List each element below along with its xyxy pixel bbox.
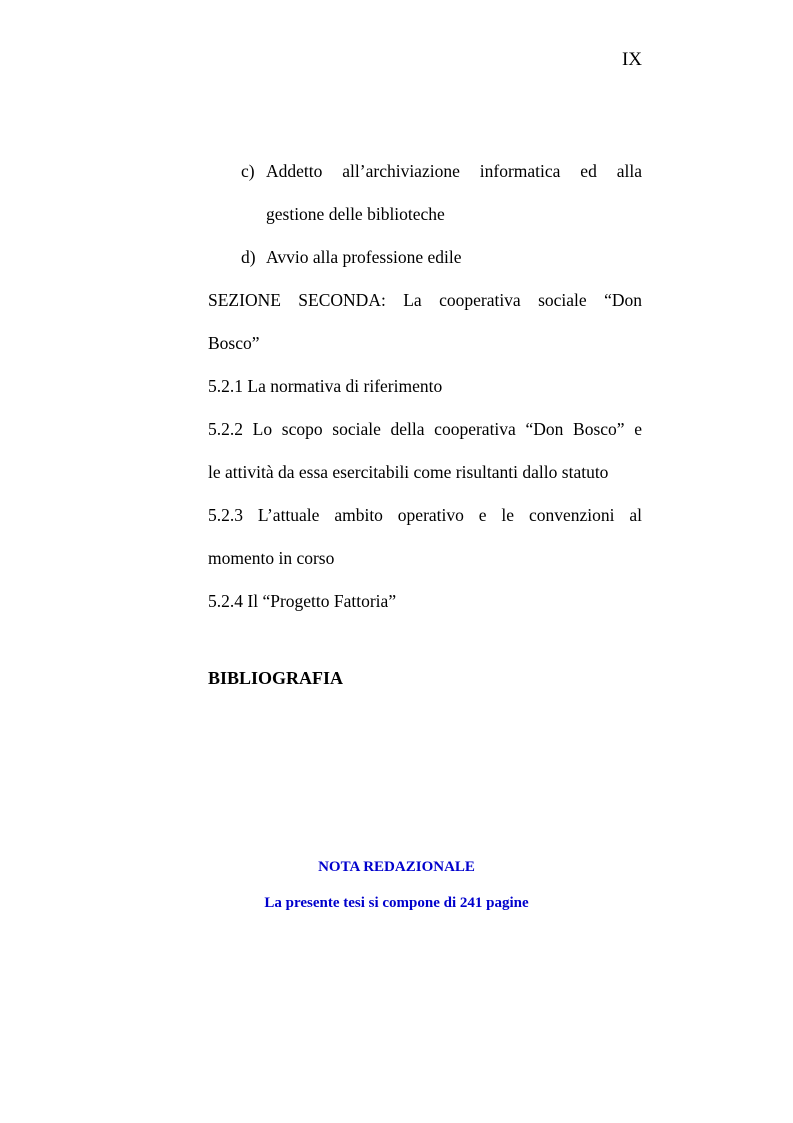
table-of-contents xyxy=(208,150,642,623)
toc-entry-line: momento in corso xyxy=(208,548,335,568)
toc-entry-5-2-2 xyxy=(208,408,642,494)
toc-item-c xyxy=(208,150,642,236)
toc-section-line: Bosco” xyxy=(208,333,260,353)
toc-item-d xyxy=(208,236,642,279)
toc-item-line: Avvio alla professione edile xyxy=(266,247,462,267)
bibliography-heading: BIBLIOGRAFIA xyxy=(208,668,344,688)
toc-entry-5-2-4 xyxy=(208,580,642,623)
toc-entry-line: 5.2.3 L’attuale ambito operativo e le convenzioni al xyxy=(208,505,642,525)
toc-entry-line: 5.2.1 La normativa di riferimento xyxy=(208,376,443,396)
toc-item-line: Addetto all’archiviazione informatica ed alla xyxy=(266,161,642,181)
page-number: IX xyxy=(621,49,642,70)
toc-item-line: gestione delle biblioteche xyxy=(266,204,445,224)
toc-entry-5-2-3 xyxy=(208,494,642,580)
toc-entry-line: 5.2.4 Il “Progetto Fattoria” xyxy=(208,591,397,611)
toc-item-text xyxy=(266,236,642,279)
list-marker: d) xyxy=(241,247,256,267)
toc-section-line: SEZIONE SECONDA: La cooperativa sociale “Don xyxy=(208,290,642,310)
toc-entry-line: 5.2.2 Lo scopo sociale della cooperativa “Don Bosco” e xyxy=(208,419,642,439)
list-marker: c) xyxy=(241,161,255,181)
editorial-note-title: NOTA REDAZIONALE xyxy=(318,859,475,875)
toc-item-text xyxy=(266,150,642,236)
editorial-note-text: La presente tesi si compone di 241 pagine xyxy=(264,895,529,911)
toc-entry-5-2-1 xyxy=(208,365,642,408)
toc-section-two xyxy=(208,279,642,365)
toc-entry-line: le attività da essa esercitabili come risultanti dallo statuto xyxy=(208,462,609,482)
